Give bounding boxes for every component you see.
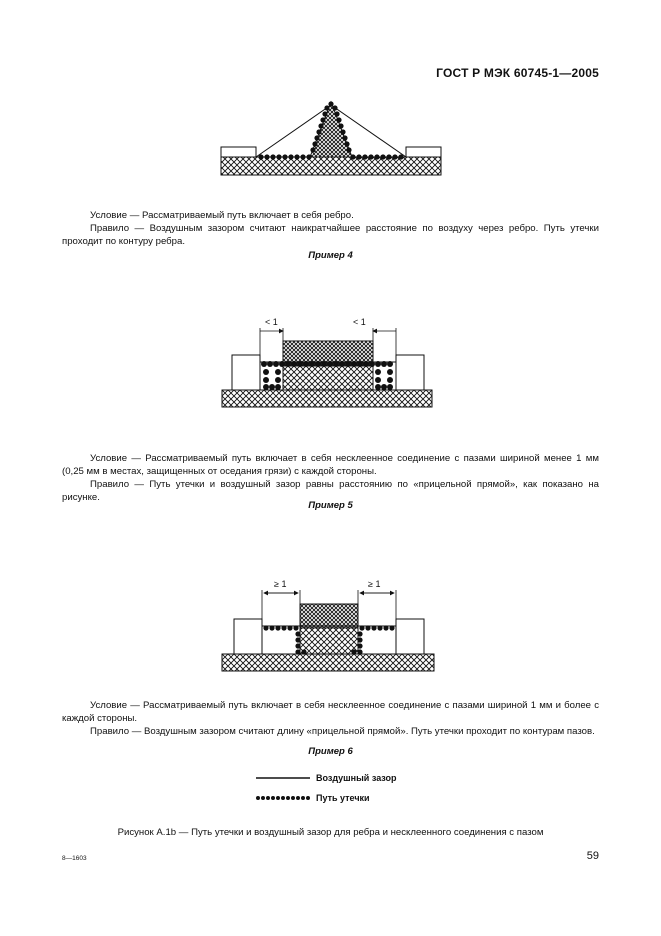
- base-plate: [222, 390, 432, 407]
- base-plate: [222, 654, 434, 671]
- legend-symbols: [256, 778, 310, 800]
- example5-diagram: [222, 590, 434, 671]
- ex5-dim-left-label: ≥ 1: [274, 579, 287, 589]
- document-code: ГОСТ Р МЭК 60745-1—2005: [436, 66, 599, 80]
- figure-caption: Рисунок А.1b — Путь утечки и воздушный зазор для ребра и несклеенного соединения с пазом: [117, 827, 544, 838]
- example5-title: Пример 5: [308, 500, 353, 511]
- condition-text: Условие — Рассматриваемый путь включает в себя ребро.: [90, 210, 354, 221]
- ex4-dim-right-label: < 1: [353, 317, 366, 327]
- rule-text: Правило — Путь утечки и воздушный зазор равны расстоянию по «прицельной прямой», как показано на рисунке.: [62, 479, 599, 503]
- condition-text: Условие — Рассматриваемый путь включает в себя несклеенное соединение с пазами шириной менее 1 мм (0,25 мм в местах, защищенных от оседания грязи) с каждой стороны.: [62, 453, 599, 477]
- lower-part: [283, 366, 373, 390]
- right-block: [396, 619, 424, 654]
- example4-diagram: [222, 328, 432, 407]
- condition-text: Условие — Рассматриваемый путь включает в себя несклеенное соединение с пазами шириной 1 мм и более с каждой стороны.: [62, 700, 599, 724]
- rib: [310, 102, 352, 157]
- print-code: 8—1603: [62, 855, 87, 862]
- left-block: [232, 355, 260, 390]
- rule-text: Правило — Воздушным зазором считают наикратчайшее расстояние по воздуху через ребро. Путь утечки проходит по контуру ребра.: [62, 223, 599, 247]
- ex4-dim-left-label: < 1: [265, 317, 278, 327]
- example4-title: Пример 4: [308, 250, 353, 261]
- base-plate: [221, 157, 441, 175]
- rib-diagram: [221, 101, 441, 175]
- page-number: 59: [586, 850, 599, 862]
- left-block: [234, 619, 262, 654]
- rule-text: Правило — Воздушным зазором считают длину «прицельной прямой». Путь утечки проходит по контурам пазов.: [90, 726, 595, 737]
- legend-leakage-label: Путь утечки: [316, 793, 370, 803]
- left-part: [221, 147, 256, 157]
- example4-description: [62, 452, 599, 504]
- upper-part: [300, 604, 358, 628]
- right-block: [396, 355, 424, 390]
- right-part: [406, 147, 441, 157]
- lower-part: [300, 628, 358, 654]
- example5-description: [62, 699, 599, 738]
- ex5-dim-right-label: ≥ 1: [368, 579, 381, 589]
- example6-title: Пример 6: [308, 746, 353, 757]
- rib-description: [62, 209, 599, 248]
- legend-air-gap-label: Воздушный зазор: [316, 773, 397, 783]
- leakage-legend-dots: [256, 796, 310, 800]
